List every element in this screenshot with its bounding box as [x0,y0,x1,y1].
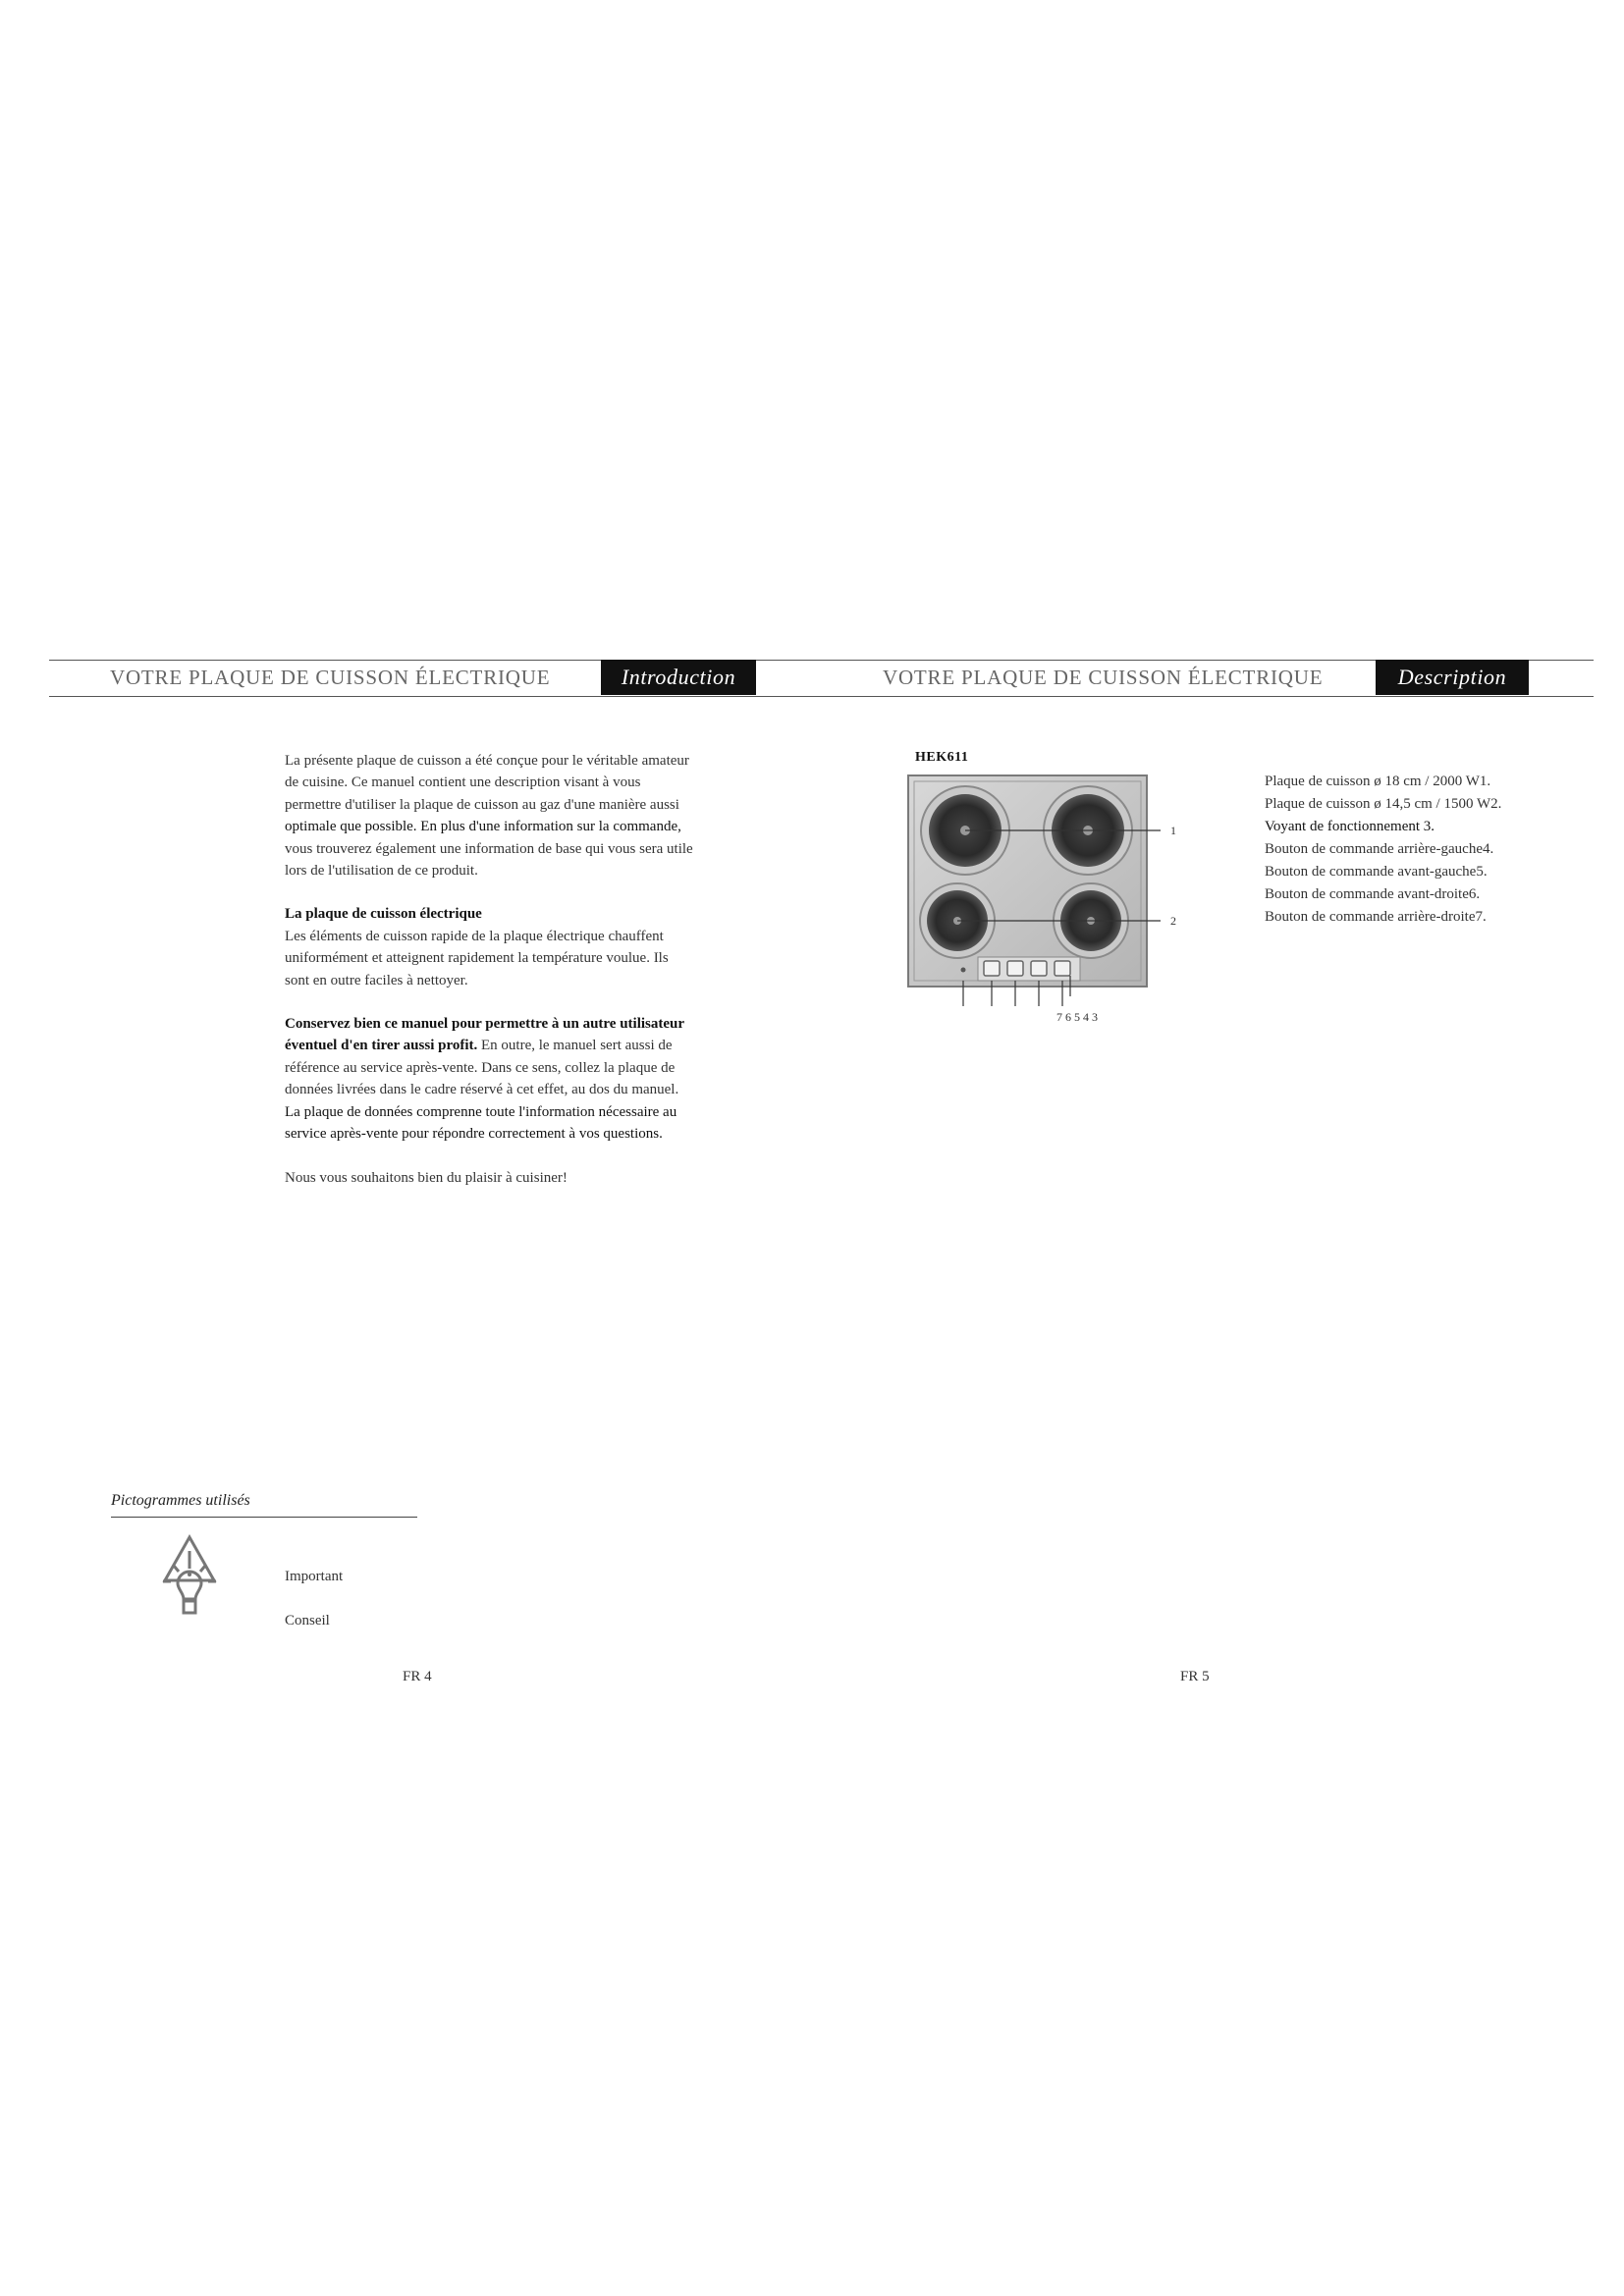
description-item: Plaque de cuisson ø 14,5 cm / 1500 W2. [1265,796,1502,812]
model-label: HEK611 [915,750,969,765]
intro-line: optimale que possible. En plus d'une information sur la commande, [285,819,681,835]
intro-line: de cuisine. Ce manuel contient une description visant à vous [285,774,641,791]
header-bottom-rule [49,696,1594,697]
section-heading: La plaque de cuisson électrique [285,906,482,923]
description-item: Bouton de commande avant-gauche5. [1265,864,1488,880]
control-knob [1007,961,1023,976]
pictogram-label-conseil: Conseil [285,1613,330,1629]
right-header-tab: Description [1376,660,1529,695]
keep-line: référence au service après-vente. Dans ce sens, collez la plaque de [285,1059,676,1076]
description-item: Voyant de fonctionnement 3. [1265,819,1435,834]
description-item: Bouton de commande arrière-droite7. [1265,909,1487,925]
indicator-light [961,968,966,973]
description-item: Bouton de commande avant-droite6. [1265,886,1481,902]
callout-bottom-labels: 7 6 5 4 3 [1056,1010,1098,1024]
keep-bold-line: Conservez bien ce manuel pour permettre à un autre utilisateur [285,1016,685,1033]
intro-paragraph [285,750,756,1210]
control-knob [1031,961,1047,976]
intro-line: permettre d'utiliser la plaque de cuisson au gaz d'une manière aussi [285,796,679,813]
left-page-number: FR 4 [403,1669,432,1684]
description-item: Bouton de commande arrière-gauche4. [1265,841,1494,857]
lightbulb-icon [160,1556,219,1629]
callout-label-1: 1 [1170,824,1176,837]
closing-line: Nous vous souhaitons bien du plaisir à cuisiner! [285,1169,568,1186]
right-header-title: VOTRE PLAQUE DE CUISSON ÉLECTRIQUE [883,666,1324,689]
control-knob [1055,961,1070,976]
left-header-tab: Introduction [601,660,756,695]
description-list [1265,771,1501,929]
intro-line: lors de l'utilisation de ce produit. [285,863,478,880]
keep-line: En outre, le manuel sert aussi de [477,1038,673,1054]
keep-line: La plaque de données comprenne toute l'information nécessaire au [285,1103,677,1120]
control-knob [984,961,1000,976]
header-top-rule [49,660,1594,661]
hob-diagram [903,771,1198,1031]
keep-line: service après-vente pour répondre correctement à vos questions. [285,1126,663,1143]
right-page-number: FR 5 [1180,1669,1210,1684]
keep-line: données livrées dans le cadre réservé à cet effet, au dos du manuel. [285,1082,679,1098]
description-item: Plaque de cuisson ø 18 cm / 2000 W1. [1265,774,1491,789]
section-line: sont en outre faciles à nettoyer. [285,972,468,988]
pictogram-label-important: Important [285,1569,344,1584]
section-line: Les éléments de cuisson rapide de la plaque électrique chauffent [285,928,664,944]
intro-line: vous trouverez également une information de base qui vous sera utile [285,840,693,857]
section-line: uniformément et atteignent rapidement la température voulue. Ils [285,950,669,967]
left-header-title: VOTRE PLAQUE DE CUISSON ÉLECTRIQUE [110,666,551,689]
pictograms-rule [111,1517,417,1518]
keep-bold-line: éventuel d'en tirer aussi profit. [285,1038,478,1054]
pictograms-heading: Pictogrammes utilisés [111,1492,250,1509]
intro-line: La présente plaque de cuisson a été conçue pour le véritable amateur [285,753,689,769]
callout-label-2: 2 [1170,914,1176,928]
